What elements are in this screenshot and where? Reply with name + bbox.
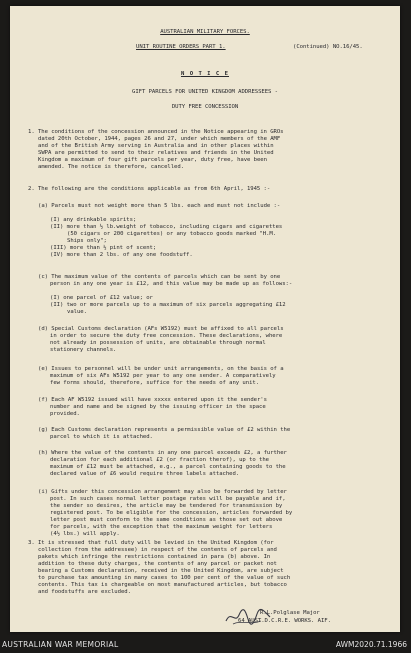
body-line: (I) any drinkable spirits; xyxy=(50,217,137,223)
body-line: declaration for each additional £2 (or fraction therof), up to the xyxy=(50,457,269,463)
body-line: few forms should, therefore, suffice for the needs of any unit. xyxy=(50,380,260,386)
body-line: (II) two or more parcels up to a maximum of six parcels aggregating £12 xyxy=(50,302,286,308)
signatory-name: R.L.Polglase Major xyxy=(260,610,320,616)
body-line: (4½ lbs.) will apply. xyxy=(50,531,120,537)
body-line: (g) Each Customs declaration represents a permissible value of £2 within the xyxy=(38,427,291,433)
body-line: the sender so desires, the article may be tendered for transmission by xyxy=(50,503,283,509)
body-line: and foodstuffs are excluded. xyxy=(38,589,131,595)
document-page xyxy=(10,6,400,632)
continued-label: (Continued) NO.16/45. xyxy=(293,44,363,50)
org-heading: AUSTRALIAN MILITARY FORCES. xyxy=(160,29,250,35)
body-line: dated 20th October, 1944, pages 26 and 27, under which members of the AMF xyxy=(38,136,281,142)
body-line: (h) Where the value of the contents in any one parcel exceeds £2, a further xyxy=(38,450,287,456)
body-line: (e) Issues to personnel will be under unit arrangements, on the basis of a xyxy=(38,366,284,372)
body-line: maximum of £12 must be attached, e.g., a parcel containing goods to the xyxy=(50,464,286,470)
body-line: not already in possession of units, are obtainable through normal xyxy=(50,340,266,346)
body-line: bearing a Customs declaration, received in the United Kingdom, are subject xyxy=(38,568,284,574)
body-line: SWPA are permitted to send to their relatives and friends in the United xyxy=(38,150,274,156)
body-line: (d) Special Customs declaration (AFs W5192) must be affixed to all parcels xyxy=(38,326,284,332)
body-line: letter post must conform to the same conditions as those set out above xyxy=(50,517,283,523)
body-line: (a) Parcels must not weight more than 5 lbs. each and must not include :- xyxy=(38,203,281,209)
footer-institution: AUSTRALIAN WAR MEMORIAL xyxy=(2,640,119,649)
body-line: (f) Each AF W5192 issued will have xxxxx entered upon it the sender's xyxy=(38,397,267,403)
body-line: (I) one parcel of £12 value; or xyxy=(50,295,153,301)
footer-catalogue-id: AWM2020.71.1966 xyxy=(335,640,407,649)
body-line: addition to these duty charges, the contents of any parcel or packet not xyxy=(38,561,277,567)
body-line: in order to secure the duty free concession. These declarations, where xyxy=(50,333,283,339)
archive-footer xyxy=(0,635,411,653)
body-line: post. In such cases normal letter postage rates will be payable and if, xyxy=(50,496,286,502)
signatory-unit: 64 AUST.D.C.R.E. WORKS. AIF. xyxy=(238,618,331,624)
body-line: to purchase tax amounting in many cases to 100 per cent of the value of such xyxy=(38,575,291,581)
body-line: and of the British Army serving in Australia and in other places within xyxy=(38,143,274,149)
body-line: 2. The following are the conditions applicable as from 6th April, 1945 :- xyxy=(28,186,271,192)
body-line: contents. This tax is chargeable on most manufactured articles, but tobacco xyxy=(38,582,287,588)
body-line: declared value of £6 would require three labels attached. xyxy=(50,471,240,477)
body-line: (II) more than ½ lb.weight of tobacco, including cigars and cigarettes xyxy=(50,224,283,230)
body-line: Kingdom a maximum of four gift parcels per year, duty free, have been xyxy=(38,157,267,163)
body-line: for parcels, with the exception that the maximum weight for letters xyxy=(50,524,273,530)
body-line: 1. The conditions of the concession announced in the Notice appearing in GROs xyxy=(28,129,284,135)
body-line: (i) Gifts under this concession arrangement may also be forwarded by letter xyxy=(38,489,287,495)
body-line: number and name and be signed by the issuing officer in the space xyxy=(50,404,266,410)
body-line: provided. xyxy=(50,411,80,417)
body-line: stationery channels. xyxy=(50,347,117,353)
body-line: pakets which infringe the restrictions contained in para (b) above. In xyxy=(38,554,271,560)
body-line: (III) more than ½ pint of scent; xyxy=(50,245,157,251)
body-line: Ships only"; xyxy=(67,238,107,244)
body-line: collection from the addressee) in respect of the contents of parcels and xyxy=(38,547,277,553)
body-line: parcel to which it is attached. xyxy=(50,434,153,440)
notice-title: N O T I C E xyxy=(180,71,230,77)
body-line: (c) The maximum value of the contents of parcels which can be sent by one xyxy=(38,274,281,280)
subtitle-line-2: DUTY FREE CONCESSION xyxy=(171,104,239,110)
body-line: registered post. To be eligible for the concession, articles forwarded by xyxy=(50,510,293,516)
body-line: (50 cigars or 200 cigarettes) or any tobacco goods marked "H.M. xyxy=(67,231,277,237)
body-line: (IV) more than 2 lbs. of any one foodstuff. xyxy=(50,252,193,258)
series-heading: UNIT ROUTINE ORDERS PART 1. xyxy=(136,44,226,50)
body-line: 3. It is stressed that full duty will be levied in the United Kingdom (for xyxy=(28,540,274,546)
body-line: maximum of six AFs W5192 per year to any one sender. A comparatively xyxy=(50,373,276,379)
body-line: value. xyxy=(67,309,87,315)
subtitle-line-1: GIFT PARCELS FOR UNITED KINGDOM ADDRESSEES - xyxy=(132,89,278,95)
body-line: amended. The notice is therefore, cancelled. xyxy=(38,164,184,170)
body-line: person in any one year is £12, and this value may be made up as follows:- xyxy=(50,281,293,287)
